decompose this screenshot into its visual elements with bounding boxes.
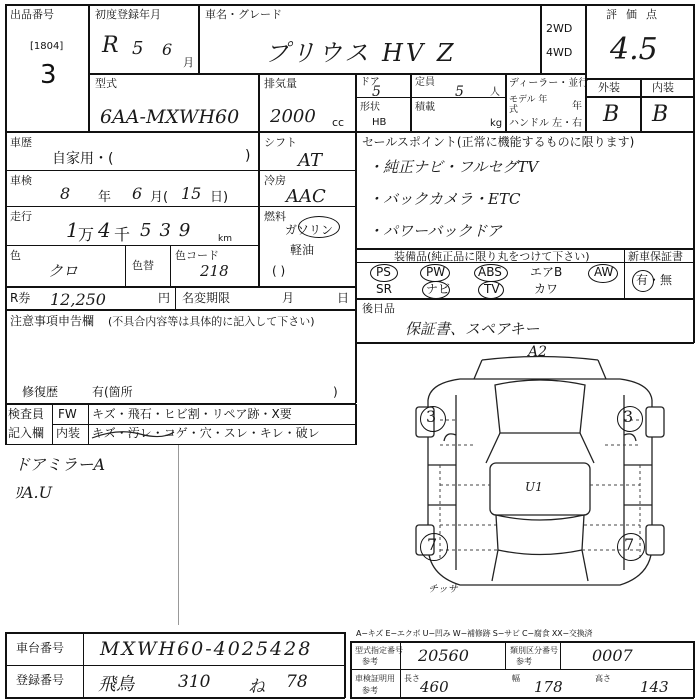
insp-month: 6 bbox=[132, 184, 143, 203]
recycle-value: 12,250 bbox=[50, 290, 106, 309]
equip-aw-circle bbox=[588, 264, 618, 283]
warranty-circle bbox=[632, 270, 654, 292]
sen-unit: 千 bbox=[114, 225, 131, 244]
fw-label: FW bbox=[58, 407, 77, 421]
class-label: 類別区分番号 bbox=[510, 646, 558, 655]
grid-line bbox=[640, 78, 642, 131]
rear-left-value: 7 bbox=[427, 535, 438, 554]
shape-label: 形状 bbox=[360, 102, 380, 113]
recycle-label: R券 bbox=[10, 291, 31, 305]
reg-kana: ね bbox=[248, 677, 265, 697]
car-name: プリウス HV Z bbox=[265, 39, 457, 67]
equip-navi-circle bbox=[422, 281, 450, 299]
class-value: 0007 bbox=[592, 646, 633, 665]
mileage-label: 走行 bbox=[10, 210, 32, 223]
class-sub: 参考 bbox=[516, 657, 532, 666]
equip-tv-circle bbox=[478, 281, 504, 299]
mileage-sen: 4 bbox=[98, 218, 111, 242]
chassis-value: MXWH60-4025428 bbox=[100, 638, 313, 660]
insp-day: 15 bbox=[181, 184, 202, 203]
mileage-rest: 539 bbox=[140, 220, 199, 241]
selling-label: セールスポイント(正常に機能するものに限ります) bbox=[362, 135, 635, 149]
ac-label: 冷房 bbox=[264, 174, 286, 187]
equip-abs: ABS bbox=[478, 265, 502, 279]
name-label: 車名・グレード bbox=[205, 8, 282, 21]
grid-line bbox=[5, 404, 7, 445]
grid-line bbox=[350, 669, 694, 670]
grid-line bbox=[170, 245, 171, 286]
notes-hint: (不具合内容等は具体的に記入して下さい) bbox=[108, 315, 315, 328]
grid-line bbox=[258, 73, 260, 131]
grid-line bbox=[175, 287, 176, 309]
insp-month-unit: 月( bbox=[150, 190, 169, 205]
handle-label: ハンドル 左・右 bbox=[509, 118, 583, 129]
grid-line bbox=[5, 309, 356, 311]
first-reg-label: 初度登録年月 bbox=[95, 8, 161, 21]
grid-line bbox=[355, 73, 357, 131]
check-mark: チッサ bbox=[428, 584, 458, 595]
damage-legend: A−キズ E−エクボ U−凹み W−補修跡 S−サビ C−腐食 XX−交換済 bbox=[356, 629, 593, 638]
fuel-gas: ガソリン bbox=[285, 223, 334, 237]
reg-class: 310 bbox=[178, 672, 211, 692]
insp-year-unit: 年 bbox=[98, 190, 112, 205]
dims-label-1: 車検証明用 bbox=[355, 674, 395, 683]
equip-ps: PS bbox=[376, 265, 391, 279]
chassis-label: 車台番号 bbox=[16, 641, 65, 655]
reg-city: 飛鳥 bbox=[98, 674, 134, 695]
grid-line bbox=[356, 342, 694, 344]
grid-line bbox=[540, 4, 542, 73]
new-warranty-label: 新車保証書 bbox=[628, 250, 683, 263]
grid-line bbox=[5, 286, 356, 288]
lot-label: 出品番号 bbox=[10, 8, 54, 21]
model-value: 6AA-MXWH60 bbox=[100, 106, 240, 128]
cert-label: 型式指定番号 bbox=[355, 646, 403, 655]
front-left-value: 3 bbox=[426, 407, 437, 426]
delivery-items: 保証書、スペアキー bbox=[405, 320, 540, 338]
yen-unit: 円 bbox=[158, 291, 171, 305]
front-damage-mark: A2 bbox=[528, 344, 548, 360]
history-label: 車歴 bbox=[10, 136, 32, 149]
ext-grade: B bbox=[603, 102, 620, 127]
inspector-label-1: 検査員 bbox=[8, 407, 45, 421]
equip-tv: TV bbox=[484, 282, 500, 296]
grid-line bbox=[355, 404, 357, 445]
front-right-value: 3 bbox=[623, 407, 634, 426]
int-grade: B bbox=[652, 102, 669, 127]
door-value: 5 bbox=[372, 84, 381, 100]
grid-line bbox=[505, 73, 507, 131]
insp-day-unit: 日) bbox=[210, 190, 229, 205]
grid-line bbox=[356, 298, 694, 300]
month-unit: 月 bbox=[183, 56, 194, 69]
grid-line bbox=[624, 248, 625, 298]
int-check-label: 内装 bbox=[56, 426, 81, 440]
selling-item-1: ・純正ナビ・フルセグTV bbox=[368, 158, 539, 176]
equip-airbag: エアB bbox=[530, 265, 563, 279]
name-change-month: 月 bbox=[282, 291, 295, 305]
grid-line bbox=[350, 641, 694, 643]
first-reg-era: R bbox=[102, 33, 119, 58]
grid-line bbox=[355, 131, 357, 403]
color-code-label: 色コード bbox=[175, 249, 219, 262]
selling-item-2: ・バックカメラ・ETC bbox=[368, 190, 521, 208]
lot-code: [1804] bbox=[30, 41, 64, 52]
lot-number: 3 bbox=[40, 60, 57, 90]
grid-line bbox=[5, 665, 345, 666]
wid-value: 178 bbox=[534, 678, 563, 696]
seats-value: 5 bbox=[455, 84, 464, 100]
sheet-border-top bbox=[5, 4, 694, 6]
fw-items: キズ・飛石・ヒビ割・リペア跡・X要 bbox=[92, 407, 292, 421]
grid-line bbox=[198, 4, 200, 73]
len-value: 460 bbox=[420, 678, 449, 696]
sheet-border-right bbox=[693, 4, 695, 131]
cc-unit: cc bbox=[332, 116, 345, 129]
reg-label: 登録番号 bbox=[16, 673, 65, 687]
notes-label: 注意事項申告欄 bbox=[10, 314, 95, 328]
grid-line bbox=[350, 697, 694, 699]
equipment-label: 装備品(純正品に限り丸をつけて下さい) bbox=[394, 250, 590, 263]
history-value: 自家用・( bbox=[52, 151, 114, 167]
repair-close: ) bbox=[333, 385, 338, 399]
equip-abs-circle bbox=[474, 264, 508, 282]
len-label: 長さ bbox=[404, 674, 420, 683]
load-label: 積載 bbox=[415, 102, 435, 113]
fuel-diesel: 軽油 bbox=[290, 243, 315, 257]
grid-line bbox=[5, 403, 356, 405]
delivery-label: 後日品 bbox=[362, 302, 395, 315]
shift-label: シフト bbox=[264, 136, 297, 149]
disp-value: 2000 bbox=[270, 106, 316, 127]
inspector-label-2: 記入欄 bbox=[8, 426, 45, 440]
repair-label: 修復歴 bbox=[22, 385, 59, 399]
color-code-value: 218 bbox=[200, 262, 229, 280]
dims-label-2: 参考 bbox=[362, 686, 378, 695]
wid-label: 幅 bbox=[512, 674, 520, 683]
grid-line bbox=[5, 131, 694, 133]
score-value: 4.5 bbox=[610, 32, 658, 67]
warranty-value: 有・無 bbox=[636, 273, 673, 287]
equip-ps-circle bbox=[370, 264, 398, 282]
roof-damage-mark: U1 bbox=[525, 480, 543, 494]
score-label: 評価点 bbox=[606, 8, 666, 21]
first-reg-year: 5 bbox=[132, 38, 144, 59]
dealer-label: ディーラー・並行 bbox=[509, 78, 589, 89]
rear-right-value: 7 bbox=[624, 535, 635, 554]
grid-line bbox=[505, 641, 506, 669]
year-unit: 年 bbox=[572, 101, 582, 112]
color-label: 色 bbox=[10, 249, 21, 262]
mileage-man: 1 bbox=[66, 218, 79, 242]
equip-pw: PW bbox=[426, 265, 446, 279]
insp-year: 8 bbox=[60, 184, 71, 203]
grid-line bbox=[88, 4, 90, 131]
grid-line bbox=[693, 131, 695, 343]
grid-line bbox=[258, 131, 260, 286]
grid-line bbox=[125, 245, 126, 286]
person-unit: 人 bbox=[490, 87, 500, 98]
int-items-strikeout bbox=[88, 424, 178, 444]
grid-line bbox=[560, 641, 561, 669]
grid-line bbox=[88, 73, 586, 75]
drive-2wd: 2WD bbox=[546, 22, 573, 35]
shape-value: HB bbox=[372, 117, 387, 128]
grid-line bbox=[5, 697, 345, 699]
model-year-label: モデル 年式 bbox=[509, 95, 548, 115]
name-change-day: 日 bbox=[337, 291, 350, 305]
history-close: ) bbox=[245, 148, 251, 164]
fuel-label: 燃料 bbox=[264, 210, 286, 223]
kg-unit: kg bbox=[490, 118, 503, 129]
drive-4wd: 4WD bbox=[546, 46, 573, 59]
sheet-border-left bbox=[5, 4, 7, 403]
grid-line bbox=[178, 445, 179, 625]
fuel-paren: ( ) bbox=[272, 264, 286, 278]
color-change-label: 色替 bbox=[132, 259, 154, 272]
equip-leather: カワ bbox=[534, 282, 559, 296]
reg-num: 78 bbox=[286, 672, 308, 692]
grid-line bbox=[585, 4, 587, 131]
grid-line bbox=[5, 444, 356, 445]
repair-value: 有(箇所 bbox=[92, 385, 133, 399]
hgt-value: 143 bbox=[640, 678, 669, 696]
inspector-note-1: ドアミラーA bbox=[14, 455, 106, 474]
hgt-label: 高さ bbox=[595, 674, 611, 683]
cert-sub: 参考 bbox=[362, 657, 378, 666]
inspection-label: 車検 bbox=[10, 174, 32, 187]
fuel-gas-circle bbox=[298, 216, 340, 238]
int-label: 内装 bbox=[652, 81, 674, 94]
inspector-note-2: ﾘA.U bbox=[14, 483, 53, 502]
grid-line bbox=[83, 632, 84, 698]
model-label: 型式 bbox=[95, 77, 117, 90]
name-change-label: 名変期限 bbox=[182, 291, 231, 305]
int-items: キズ・汚レ・コゲ・穴・スレ・キレ・破レ bbox=[92, 426, 320, 440]
disp-label: 排気量 bbox=[264, 77, 297, 90]
shift-value: AT bbox=[298, 150, 323, 171]
seats-label: 定員 bbox=[415, 77, 435, 88]
car-diagram bbox=[400, 345, 680, 610]
ac-value: AAC bbox=[286, 186, 326, 207]
equip-aw: AW bbox=[594, 265, 614, 279]
ext-label: 外装 bbox=[598, 81, 620, 94]
first-reg-month: 6 bbox=[162, 40, 173, 59]
selling-item-3: ・パワーバックドア bbox=[368, 222, 502, 240]
color-value: クロ bbox=[48, 262, 79, 280]
cert-value: 20560 bbox=[418, 646, 469, 665]
equip-sr: SR bbox=[376, 282, 392, 296]
door-label: ドア bbox=[360, 77, 380, 88]
equip-navi: ナビ bbox=[426, 282, 451, 296]
grid-line bbox=[410, 73, 412, 131]
grid-line bbox=[5, 632, 345, 634]
km-unit: km bbox=[218, 234, 232, 244]
equip-pw-circle bbox=[420, 264, 450, 282]
man-unit: 万 bbox=[78, 225, 95, 244]
